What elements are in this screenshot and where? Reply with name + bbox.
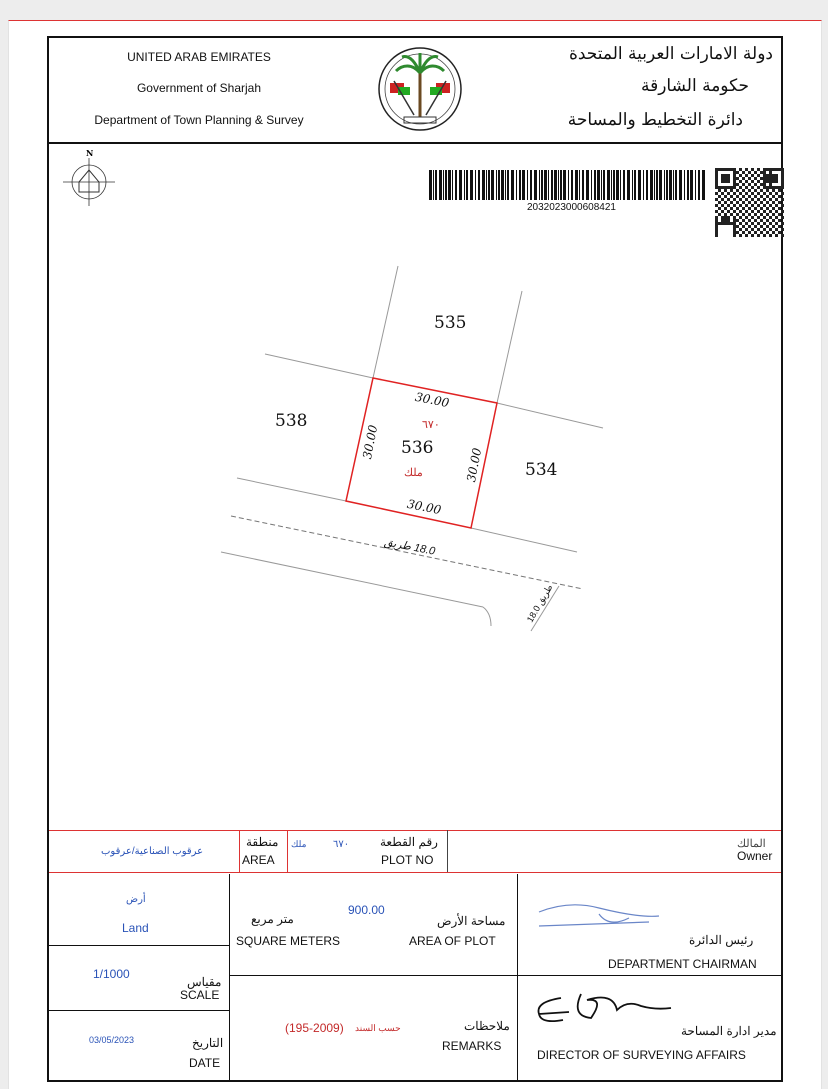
- remarks-label-ar: ملاحظات: [464, 1019, 510, 1033]
- chairman-label-en: DEPARTMENT CHAIRMAN: [608, 957, 757, 971]
- dim-left: 30.00: [360, 423, 381, 461]
- area-label-ar: منطقة: [246, 835, 279, 849]
- plot-number-main: 536: [401, 438, 434, 458]
- remarks-value-ar: حسب السند: [355, 1023, 401, 1033]
- side-road-label: 18.0 طريق: [524, 582, 555, 625]
- unit-ar: متر مربع: [251, 912, 294, 926]
- plot-type-value: ملك: [291, 839, 307, 849]
- header-en-line3: Department of Town Planning & Survey: [94, 113, 304, 127]
- area-of-plot-ar: مساحة الأرض: [437, 914, 506, 928]
- document-page: [8, 20, 822, 1089]
- header-ar-line2: حكومة الشارقة: [640, 76, 749, 96]
- header-ar-line3: دائرة التخطيط والمساحة: [567, 110, 743, 130]
- grid-vline-2: [517, 874, 518, 1080]
- plot-drawing: [49, 143, 781, 830]
- chairman-signature-icon: [529, 898, 669, 938]
- info-divider-3: [447, 830, 448, 872]
- grid-vline-1: [229, 874, 230, 1080]
- plot-number-east: 534: [525, 460, 558, 480]
- plot-number-west: 538: [275, 411, 308, 431]
- date-label-ar: التاريخ: [192, 1036, 224, 1050]
- info-row-bottom-divider: [49, 872, 781, 873]
- dim-right: 30.00: [464, 446, 485, 484]
- plot-no-value: ٦٧٠: [333, 839, 350, 850]
- remarks-value: (195-2009): [285, 1021, 344, 1035]
- main-plot-ar-type: ملك: [404, 467, 423, 479]
- owner-label-en: Owner: [737, 849, 773, 863]
- owner-label-ar: المالك: [737, 838, 766, 850]
- date-value: 03/05/2023: [89, 1035, 135, 1045]
- north-label: N: [86, 150, 94, 158]
- header-ar-line1: دولة الامارات العربية المتحدة: [568, 44, 773, 64]
- header-en-line2: Government of Sharjah: [136, 81, 262, 95]
- document-frame: [47, 36, 783, 1082]
- barcode-number: 2032023000608421: [527, 202, 616, 213]
- unit-en: SQUARE METERS: [236, 934, 341, 948]
- info-row-top-divider: [49, 830, 781, 831]
- dim-top: 30.00: [413, 389, 451, 411]
- info-divider-1: [239, 830, 240, 872]
- land-type-ar: أرض: [126, 894, 146, 905]
- dim-bottom: 30.00: [405, 496, 443, 518]
- director-label-ar: مدير ادارة المساحة: [681, 1024, 777, 1038]
- area-of-plot-value: 900.00: [348, 903, 385, 917]
- land-type-en: Land: [122, 921, 149, 935]
- director-signature-icon: [521, 988, 681, 1038]
- scale-value: 1/1000: [93, 967, 130, 981]
- grid-hline-left-1: [49, 945, 229, 946]
- info-divider-2: [287, 830, 288, 872]
- remarks-label-en: REMARKS: [442, 1039, 502, 1053]
- director-label-en: DIRECTOR OF SURVEYING AFFAIRS: [537, 1048, 746, 1062]
- grid-hline-right: [229, 975, 781, 976]
- area-of-plot-en: AREA OF PLOT: [409, 934, 496, 948]
- main-plot-ar-number: ٦٧٠: [422, 419, 440, 431]
- date-label-en: DATE: [189, 1056, 221, 1070]
- plot-label-en: PLOT NO: [381, 853, 434, 867]
- plot-number-north: 535: [434, 313, 467, 333]
- header-en-line1: UNITED ARAB EMIRATES: [127, 50, 271, 64]
- scale-label-ar: مقياس: [187, 975, 222, 989]
- scale-label-en: SCALE: [180, 988, 220, 1002]
- area-label-en: AREA: [242, 853, 275, 867]
- area-value: عرقوب الصناعية/عرقوب: [101, 846, 204, 857]
- road-label: 18.0 طريق: [383, 536, 437, 558]
- chairman-label-ar: رئيس الدائرة: [689, 933, 754, 947]
- sharjah-emblem-icon: [374, 43, 466, 135]
- plot-label-ar: رقم القطعة: [380, 835, 438, 849]
- grid-hline-left-2: [49, 1010, 229, 1011]
